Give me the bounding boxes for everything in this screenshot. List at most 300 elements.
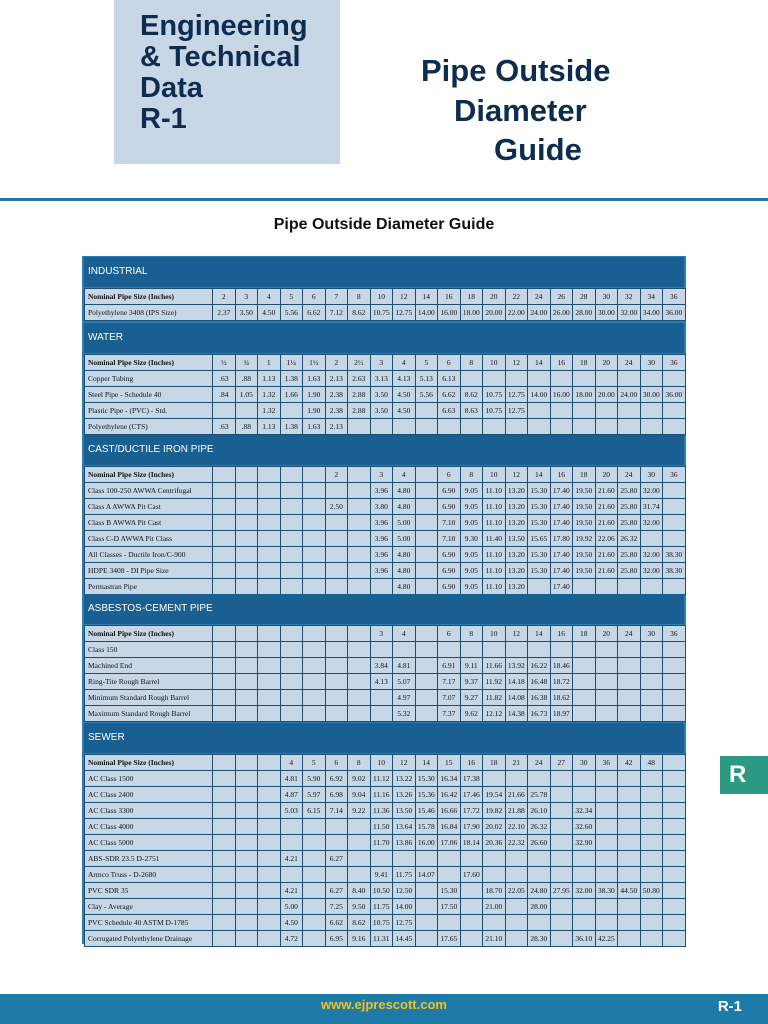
diameter-cell: 3.13 [370, 371, 393, 387]
diameter-cell [618, 371, 641, 387]
size-header-cell [213, 467, 236, 483]
diameter-cell [280, 531, 303, 547]
diameter-cell [235, 563, 258, 579]
diameter-cell [618, 931, 641, 947]
diameter-cell: 22.06 [595, 531, 618, 547]
diameter-cell [213, 515, 236, 531]
diameter-cell [303, 531, 326, 547]
size-header-cell: 16 [550, 355, 573, 371]
diameter-cell: 9.05 [460, 563, 483, 579]
diameter-cell [640, 867, 663, 883]
diameter-cell [618, 867, 641, 883]
diameter-cell [280, 579, 303, 595]
size-header-cell: 32 [618, 289, 641, 305]
diameter-cell [618, 819, 641, 835]
table-row [85, 547, 686, 563]
diameter-cell [415, 851, 438, 867]
diameter-cell [528, 579, 551, 595]
diameter-cell [663, 658, 686, 674]
diameter-cell [528, 642, 551, 658]
diameter-cell [528, 419, 551, 435]
size-header-cell: 8 [348, 755, 371, 771]
diameter-cell [280, 547, 303, 563]
diameter-cell: 15.46 [415, 803, 438, 819]
size-header-cell: 18 [573, 467, 596, 483]
diameter-cell: 18.00 [460, 305, 483, 321]
diameter-cell: 24.00 [618, 387, 641, 403]
diameter-cell: 18.70 [483, 883, 506, 899]
pipe-table [84, 354, 686, 435]
diameter-cell: 17.46 [460, 787, 483, 803]
diameter-cell: 6.91 [438, 658, 461, 674]
diameter-cell: 16.73 [528, 706, 551, 722]
diameter-cell: 12.50 [393, 883, 416, 899]
diameter-cell: 21.60 [595, 499, 618, 515]
diameter-cell [280, 483, 303, 499]
diameter-cell: 6.27 [325, 883, 348, 899]
diameter-cell [258, 915, 281, 931]
diameter-cell: 12.75 [393, 915, 416, 931]
size-header-cell [415, 467, 438, 483]
diameter-cell: 3.96 [370, 531, 393, 547]
diameter-cell [325, 547, 348, 563]
row-label: Steel Pipe - Schedule 40 [85, 387, 213, 403]
diameter-cell [460, 642, 483, 658]
row-label: Class B AWWA Pit Cast [85, 515, 213, 531]
diameter-cell: 32.00 [640, 515, 663, 531]
diameter-cell: 18.46 [550, 658, 573, 674]
row-label: Plastic Pipe - (PVC) - Std. [85, 403, 213, 419]
diameter-cell [213, 579, 236, 595]
size-header-cell [258, 626, 281, 642]
diameter-cell: 11.10 [483, 579, 506, 595]
diameter-cell: 6.92 [325, 771, 348, 787]
diameter-cell: 13.26 [393, 787, 416, 803]
row-label: HDPE 3408 - DI Pipe Size [85, 563, 213, 579]
size-header-cell: 14 [528, 626, 551, 642]
diameter-cell: 17.60 [460, 867, 483, 883]
diameter-cell [258, 819, 281, 835]
size-header-cell: 30 [640, 626, 663, 642]
size-header-cell: 5 [415, 355, 438, 371]
diameter-cell: 14.45 [393, 931, 416, 947]
size-header-cell: 14 [528, 467, 551, 483]
diameter-cell [213, 787, 236, 803]
diameter-cell [235, 915, 258, 931]
diameter-cell [663, 403, 686, 419]
diameter-cell: 19.50 [573, 499, 596, 515]
diameter-cell [595, 706, 618, 722]
diameter-cell [325, 642, 348, 658]
diameter-cell [280, 835, 303, 851]
diameter-cell: 8.62 [460, 387, 483, 403]
diameter-cell [235, 931, 258, 947]
diameter-cell [595, 851, 618, 867]
diameter-cell [415, 674, 438, 690]
diameter-cell [550, 403, 573, 419]
diameter-cell: 3.96 [370, 483, 393, 499]
table-row [85, 915, 686, 931]
size-header-cell: 4 [393, 467, 416, 483]
diameter-cell [573, 915, 596, 931]
table-header-row [85, 355, 686, 371]
size-header-cell: 20 [483, 289, 506, 305]
diameter-cell [573, 771, 596, 787]
diameter-cell [235, 403, 258, 419]
diameter-cell: 31.74 [640, 499, 663, 515]
diameter-cell [483, 371, 506, 387]
size-header-cell [280, 626, 303, 642]
diameter-cell: 21.60 [595, 563, 618, 579]
diameter-cell: 28.00 [528, 899, 551, 915]
diameter-cell [235, 579, 258, 595]
diameter-cell: 7.10 [438, 515, 461, 531]
diameter-cell: 3.84 [370, 658, 393, 674]
diameter-cell: 6.62 [325, 915, 348, 931]
diameter-cell [640, 819, 663, 835]
size-header-cell: 14 [528, 355, 551, 371]
diameter-cell: 32.00 [618, 305, 641, 321]
category-line: R-1 [140, 103, 187, 135]
diameter-cell: 21.60 [595, 547, 618, 563]
diameter-cell [505, 899, 528, 915]
diameter-cell: 11.50 [370, 819, 393, 835]
diameter-cell [663, 899, 686, 915]
footer-url[interactable]: www.ejprescott.com [321, 997, 447, 1012]
diameter-cell: 28.00 [573, 305, 596, 321]
diameter-cell: 5.90 [303, 771, 326, 787]
diameter-cell [370, 690, 393, 706]
diameter-cell: 6.95 [325, 931, 348, 947]
diameter-cell [348, 531, 371, 547]
diameter-cell [303, 819, 326, 835]
table-row [85, 851, 686, 867]
diameter-cell: 4.80 [393, 547, 416, 563]
pipe-table [84, 288, 686, 321]
diameter-cell: 25.78 [528, 787, 551, 803]
diameter-cell [573, 706, 596, 722]
diameter-cell: 22.00 [505, 305, 528, 321]
diameter-cell [663, 515, 686, 531]
size-header-cell: 8 [348, 289, 371, 305]
row-label: Polyethylene 3408 (IPS Size) [85, 305, 213, 321]
diameter-cell [505, 915, 528, 931]
table-row [85, 483, 686, 499]
diameter-cell [213, 658, 236, 674]
diameter-cell [595, 915, 618, 931]
diameter-cell [303, 883, 326, 899]
table-row [85, 371, 686, 387]
diameter-cell [280, 658, 303, 674]
diameter-cell [348, 851, 371, 867]
diameter-cell: 11.40 [483, 531, 506, 547]
diameter-cell: 32.00 [640, 547, 663, 563]
table-row [85, 883, 686, 899]
diameter-cell: 20.36 [483, 835, 506, 851]
diameter-cell: 7.07 [438, 690, 461, 706]
diameter-cell: 11.92 [483, 674, 506, 690]
size-header-cell: 2 [325, 355, 348, 371]
diameter-cell [663, 499, 686, 515]
diameter-cell: 4.87 [280, 787, 303, 803]
diameter-cell [280, 499, 303, 515]
diameter-cell: 14.38 [505, 706, 528, 722]
diameter-cell [303, 690, 326, 706]
diameter-cell [235, 867, 258, 883]
diameter-cell [640, 931, 663, 947]
diameter-cell [550, 419, 573, 435]
diameter-cell [280, 690, 303, 706]
footer-bar [0, 994, 768, 1024]
diameter-cell [235, 706, 258, 722]
diameter-cell: 17.40 [550, 547, 573, 563]
diameter-cell: 7.37 [438, 706, 461, 722]
category-line: & Technical [140, 41, 301, 73]
section-tab[interactable]: R [720, 756, 768, 794]
size-header-cell [213, 626, 236, 642]
diameter-cell: 17.38 [460, 771, 483, 787]
diameter-cell: 26.32 [528, 819, 551, 835]
diameter-cell [235, 771, 258, 787]
size-header-cell: 30 [640, 467, 663, 483]
diameter-cell: 38.30 [595, 883, 618, 899]
size-header-cell: 30 [640, 355, 663, 371]
diameter-cell: 5.97 [303, 787, 326, 803]
diameter-cell: 20.02 [483, 819, 506, 835]
diameter-cell [573, 658, 596, 674]
diameter-cell [460, 371, 483, 387]
diameter-cell: 26.10 [528, 803, 551, 819]
size-header-cell: 20 [595, 467, 618, 483]
table-row [85, 658, 686, 674]
diameter-cell: 4.50 [280, 915, 303, 931]
diameter-cell: 1.38 [280, 371, 303, 387]
diameter-cell [348, 515, 371, 531]
diameter-cell: 14.00 [415, 305, 438, 321]
diameter-cell: 9.05 [460, 499, 483, 515]
diameter-cell [348, 499, 371, 515]
column-header-label: Nominal Pipe Size (Inches) [85, 755, 213, 771]
diameter-cell [640, 835, 663, 851]
diameter-cell [393, 419, 416, 435]
diameter-cell: 6.90 [438, 547, 461, 563]
diameter-cell: 5.00 [393, 515, 416, 531]
size-header-cell: 30 [595, 289, 618, 305]
page-title-line: Guide [494, 132, 582, 167]
diameter-cell: 14.18 [505, 674, 528, 690]
diameter-cell [595, 674, 618, 690]
diameter-cell [415, 531, 438, 547]
diameter-cell [483, 419, 506, 435]
size-header-cell: 18 [460, 289, 483, 305]
diameter-cell: 8.62 [348, 305, 371, 321]
diameter-cell: 4.21 [280, 851, 303, 867]
size-header-cell [415, 626, 438, 642]
diameter-cell [663, 867, 686, 883]
diameter-cell: 19.50 [573, 515, 596, 531]
size-header-cell: 8 [460, 626, 483, 642]
diameter-cell: 7.10 [438, 531, 461, 547]
page-title-line: Diameter [454, 93, 587, 128]
diameter-cell [573, 579, 596, 595]
diameter-cell [595, 371, 618, 387]
diameter-cell [213, 883, 236, 899]
diameter-cell [348, 658, 371, 674]
diameter-cell [303, 579, 326, 595]
diameter-cell [438, 867, 461, 883]
diameter-cell: 21.00 [483, 899, 506, 915]
diameter-cell [573, 867, 596, 883]
diameter-cell: 13.20 [505, 579, 528, 595]
diameter-cell [618, 851, 641, 867]
size-header-cell [348, 467, 371, 483]
diameter-cell [303, 515, 326, 531]
diameter-cell: 24.80 [528, 883, 551, 899]
diameter-cell [325, 706, 348, 722]
section-header: INDUSTRIAL [84, 257, 684, 287]
diameter-cell: 5.56 [280, 305, 303, 321]
diameter-cell: 6.98 [325, 787, 348, 803]
diameter-cell [415, 403, 438, 419]
diameter-cell [550, 899, 573, 915]
diameter-cell: 15.30 [528, 547, 551, 563]
diameter-cell: 6.90 [438, 483, 461, 499]
diameter-cell [303, 563, 326, 579]
diameter-cell [415, 883, 438, 899]
diameter-cell: 2.88 [348, 387, 371, 403]
diameter-cell: 25.80 [618, 515, 641, 531]
diameter-cell: 11.36 [370, 803, 393, 819]
diameter-cell [213, 899, 236, 915]
diameter-cell: 8.63 [460, 403, 483, 419]
size-header-cell: 4 [393, 355, 416, 371]
diameter-cell: 32.00 [573, 883, 596, 899]
size-header-cell: 12 [393, 289, 416, 305]
diameter-cell: 17.40 [550, 563, 573, 579]
diameter-cell: 18.14 [460, 835, 483, 851]
diameter-cell [618, 642, 641, 658]
diameter-cell: 9.22 [348, 803, 371, 819]
diameter-cell [303, 547, 326, 563]
diameter-cell [595, 867, 618, 883]
diameter-cell [640, 419, 663, 435]
diameter-cell [303, 706, 326, 722]
diameter-cell [640, 403, 663, 419]
diameter-cell [640, 658, 663, 674]
size-header-cell: 15 [438, 755, 461, 771]
diameter-cell: 17.65 [438, 931, 461, 947]
diameter-cell [415, 690, 438, 706]
diameter-cell [618, 579, 641, 595]
diameter-cell: 5.00 [280, 899, 303, 915]
table-header-row [85, 626, 686, 642]
size-header-cell: 24 [528, 289, 551, 305]
size-header-cell: 5 [280, 289, 303, 305]
diameter-cell [483, 851, 506, 867]
table-row [85, 419, 686, 435]
diameter-cell [348, 867, 371, 883]
table-row [85, 803, 686, 819]
diameter-cell [663, 915, 686, 931]
diameter-cell [258, 899, 281, 915]
size-header-cell: 18 [573, 355, 596, 371]
diameter-cell: 4.21 [280, 883, 303, 899]
diameter-cell: 15.30 [528, 515, 551, 531]
diameter-cell: 2.13 [325, 419, 348, 435]
diameter-cell [640, 899, 663, 915]
diameter-cell: 2.38 [325, 403, 348, 419]
diameter-cell: 8.62 [348, 915, 371, 931]
size-header-cell: 24 [618, 626, 641, 642]
diameter-cell: 4.13 [370, 674, 393, 690]
diameter-cell [550, 867, 573, 883]
diameter-cell [258, 547, 281, 563]
diameter-cell: 15.30 [438, 883, 461, 899]
diameter-cell [528, 915, 551, 931]
table-row [85, 931, 686, 947]
diameter-cell: 12.75 [505, 387, 528, 403]
diameter-cell: 3.50 [370, 387, 393, 403]
diameter-cell: 11.10 [483, 499, 506, 515]
diameter-cell [213, 642, 236, 658]
diameter-cell [258, 851, 281, 867]
diameter-cell [370, 579, 393, 595]
row-label: AC Class 2400 [85, 787, 213, 803]
diameter-cell [618, 771, 641, 787]
diameter-cell: 2.37 [213, 305, 236, 321]
diameter-cell: 6.27 [325, 851, 348, 867]
diameter-cell: 9.11 [460, 658, 483, 674]
diameter-cell [483, 867, 506, 883]
diameter-cell [640, 706, 663, 722]
diameter-cell: 5.07 [393, 674, 416, 690]
diameter-cell: 34.00 [640, 305, 663, 321]
diameter-cell [325, 819, 348, 835]
size-header-cell: 10 [370, 289, 393, 305]
size-header-cell: 5 [303, 755, 326, 771]
diameter-cell [235, 515, 258, 531]
diameter-cell [280, 867, 303, 883]
diameter-cell: 26.00 [550, 305, 573, 321]
diameter-cell: 16.48 [528, 674, 551, 690]
size-header-cell: 2 [325, 467, 348, 483]
diameter-cell: 4.13 [393, 371, 416, 387]
diameter-cell [640, 803, 663, 819]
diameter-cell: 3.50 [235, 305, 258, 321]
diameter-cell: 17.72 [460, 803, 483, 819]
size-header-cell: 1½ [303, 355, 326, 371]
diameter-cell: 7.14 [325, 803, 348, 819]
row-label: Class A AWWA Pit Cast [85, 499, 213, 515]
diameter-cell [618, 419, 641, 435]
size-header-cell: 10 [483, 355, 506, 371]
diameter-cell: 10.50 [370, 883, 393, 899]
diameter-cell [213, 915, 236, 931]
size-header-cell: 6 [438, 626, 461, 642]
diameter-cell [595, 579, 618, 595]
size-header-cell: 1 [258, 355, 281, 371]
diameter-cell [640, 674, 663, 690]
diameter-cell: 1.66 [280, 387, 303, 403]
row-label: AC Class 1500 [85, 771, 213, 787]
diameter-cell: 18.97 [550, 706, 573, 722]
diameter-cell: 10.75 [370, 915, 393, 931]
diameter-cell [618, 803, 641, 819]
diameter-cell [415, 579, 438, 595]
diameter-cell [573, 674, 596, 690]
diameter-cell: 25.80 [618, 483, 641, 499]
diameter-cell: 16.84 [438, 819, 461, 835]
